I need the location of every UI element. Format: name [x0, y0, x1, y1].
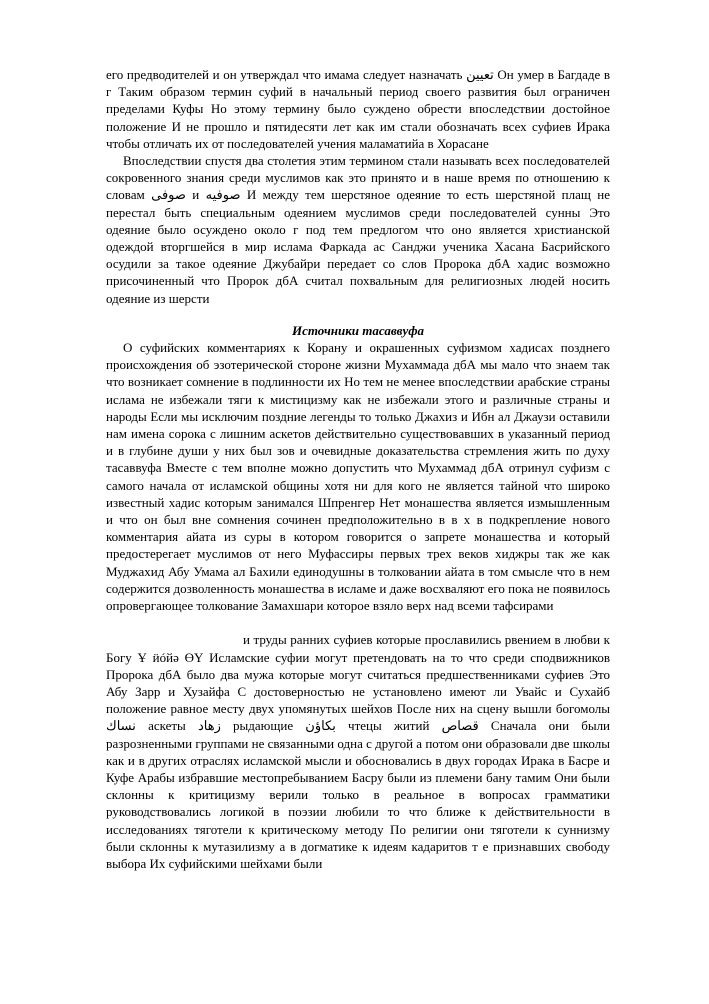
paragraph-3: О суфийских комментариях к Корану и окрашенных суфизмом хадисах позднего происхождения об эзотерической стороне жизни Мухаммада дбА мы мало что знаем так что возникает сомнение в подлинности их Но тем не менее впоследствии арабские страны ислама не избежали тяги к мистицизму как не избежали этого и различные страны и народы Если мы исключим поздние легенды то только Джахиз и Ибн ал Джаузи оставили нам имена сорока с лишним аскетов действительно существовавших в указанный период и в глубине души у них был зов и очевидные доказательства стремления жить по духу тасаввуфа Вместе с тем вполне можно допустить что Мухаммад дбА отринул суфизм с самого начала от исламской общины хотя ни для кого не является тайной что широко известный хадис которым занимался Шпренгер Нет монашества является измышленным и что он был вне сомнения сочинен предположительно в в х в подкрепление нового комментария айата из суры в котором говорится о запрете монашества и который предостерегает муслимов от него Муфассиры первых трех веков хиджры так же как Муджахид Абу Умама ал Бахили единодушны в толковании айата в том смысле что в нем содержится дозволенность монашества в исламе и даже восхваляют его пока не появилось опровергающее толкование Замахшари которое взяло верх над всеми тафсирами	[106, 340, 611, 614]
section-heading: Источники тасаввуфа	[291, 322, 425, 338]
paragraph-1: его предводителей и он утверждал что имама следует назначать تعيين Он умер в Багдаде в г Таким образом термин суфий в начальный период своего развития был ограничен пределами Куфы Но этому термину было суждено обрести впоследствии достойное положение И не прошло и пятидесяти лет как им стали обозначать всех суфиев Ирака чтобы отличать их от последователей учения маламатийа в Хорасане	[106, 67, 610, 151]
paragraph-4: и труды ранних суфиев которые прославились рвением в любви к Богу Ұ ӥóйә ӨҮ Исламские суфии могут претендовать на то что среди сподвижников Пророка дбА было два мужа которые могут считаться предшественниками суфиев Это Абу Зарр и Хузайфа С достоверностью не установлено имеют ли Увайс и Сухайб положение равное месту двух упомянутых шейхов После них на сцену вышли богомолы نساك аскеты زهاد рыдающие بكاؤن чтецы житий قصاص Сначала они были разрозненными группами не связанными одна с другой а потом они образовали две школы как и в других отраслях исламской мысли и обосновались в двух городах Ирака в Басре и Куфе Арабы избравшие местопребыванием Басру были из племени бану тамим Они были склонны к критицизму верили только в реальное в вопросах грамматики руководствовались логикой в поэзии любили то что ближе к действительности в исследованиях тяготели к критическому методу По религии они тяготели к суннизму были склонны к мутазилизму а в догматике к идеям кадаритов т е признавших свободу выбора Их суфийскими шейхами были	[106, 632, 611, 871]
document-page	[106, 66, 610, 872]
paragraph-2: Впоследствии спустя два столетия этим термином стали называть всех последователей сокровенного знания среди муслимов как это принято и в наше время по отношению к словам صوفى и صوفيه И между тем шерстяное одеяние то есть шерстяной плащ не перестал быть специальным одеянием муслимов среди последователей сунны Это одеяние было осуждено около г под тем предлогом что оно является христианской одеждой вторгшейся в мир ислама Фаркада ас Санджи ученика Хасана Басрийского осудили за такое одеяние Джубайри передает со слов Пророка дбА хадис возможно присочиненный что Пророк дбА считал похвальным для религиозных людей носить одеяние из шерсти	[106, 153, 610, 306]
